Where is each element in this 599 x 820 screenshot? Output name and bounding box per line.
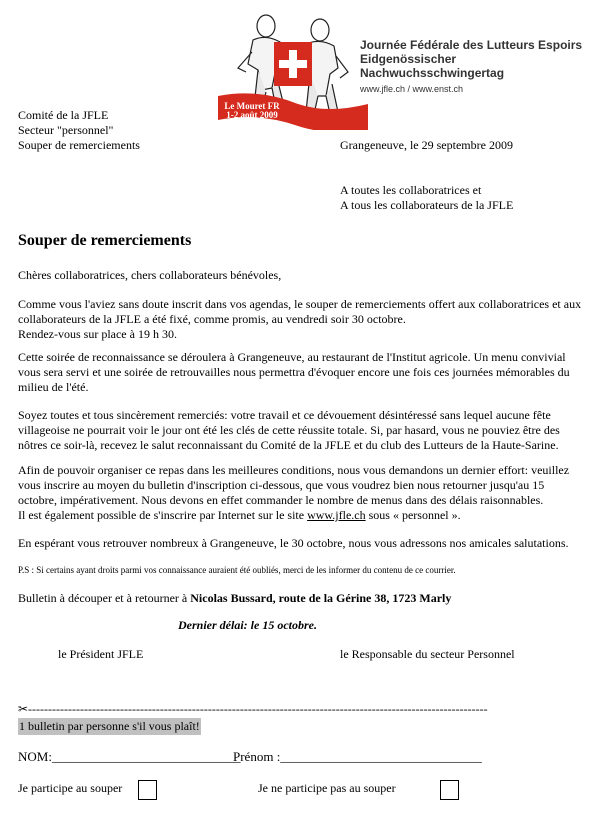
event-dates: 1-2 août 2009 xyxy=(226,110,278,120)
paragraph-4-internet-pre: Il est également possible de s'inscrire par Internet sur le site xyxy=(18,508,308,522)
paragraph-2: Cette soirée de reconnaissance se déroulera à Grangeneuve, au restaurant de l'Institut agricole. Un menu convivial vous sera servi et une soirée de retrouvailles nous permettra d'évoquer encore une fois ces journées mémorables du milieu de l'été. xyxy=(18,350,570,394)
event-place: Le Mouret FR xyxy=(224,101,280,111)
bulletin-instruction-pre: Bulletin à découper et à retourner à xyxy=(18,591,191,605)
recipient-block xyxy=(340,183,513,213)
logo xyxy=(218,8,368,130)
org-name-fr: Journée Fédérale des Lutteurs Espoirs xyxy=(360,38,583,52)
org-name-de: Eidgenössischer Nachwuchsschwingertag xyxy=(360,52,505,80)
nom-field[interactable]: NOM:_____________________________ xyxy=(18,749,241,764)
signature-responsible: le Responsable du secteur Personnel xyxy=(340,647,515,661)
place-date: Grangeneuve, le 29 septembre 2009 xyxy=(340,138,513,152)
signature-president: le Président JFLE xyxy=(58,647,144,661)
paragraph-4-internet xyxy=(18,508,584,523)
sender-line-3: Souper de remerciements xyxy=(18,138,140,152)
paragraph-4-internet-post: sous « personnel ». xyxy=(365,508,461,522)
paragraph-1 xyxy=(18,297,584,342)
salutation: Chères collaboratrices, chers collaborateurs bénévoles, xyxy=(18,268,282,282)
deadline: Dernier délai: le 15 octobre. xyxy=(178,618,317,632)
org-websites: www.jfle.ch / www.enst.ch xyxy=(360,84,464,94)
bulletin-address: Nicolas Bussard, route de la Gérine 38, 1723 Marly xyxy=(190,591,452,605)
form-note: 1 bulletin par personne s'il vous plaît! xyxy=(19,719,200,733)
prenom-field[interactable]: Prénom :_______________________________ xyxy=(233,749,482,764)
bulletin-instruction xyxy=(18,591,584,606)
participe-label: Je participe au souper xyxy=(18,781,123,795)
paragraph-1-text: Comme vous l'aviez sans doute inscrit dans vos agendas, le souper de remerciements offert aux collaboratrices et aux collaborateurs de la JFLE a été fixé, comme promis, au vendredi soir 30 octobre. xyxy=(18,297,582,326)
letter-title: Souper de remerciements xyxy=(18,232,192,249)
paragraph-1-rendezvous: Rendez-vous sur place à 19 h 30. xyxy=(18,327,177,341)
org-name-block xyxy=(360,38,599,96)
paragraph-4-text: Afin de pouvoir organiser ce repas dans les meilleures conditions, nous vous demandons un dernier effort: veuillez vous inscrire au moyen du bulletin d'inscription ci-dessous, que vous voudrez bien nous retourner jusqu'au 15 octobre, impérativement. Nous devons en effet commander le nombre de menus dans des délais raisonnables. xyxy=(18,463,570,507)
website-link[interactable]: www.jfle.ch xyxy=(307,508,366,522)
ne-participe-pas-label: Je ne participe pas au souper xyxy=(258,781,396,795)
paragraph-3: Soyez toutes et tous sincèrement remerciés: votre travail et ce dévouement désintéressé sans lequel aucune fête villageoise ne pourrait voir le jour ont été les clés de cette réussite totale. Si, par hasard, vous ne pouviez être des nôtres ce soir-là, recevez le salut reconnaissant du Comité de la JFLE et du club des Lutteurs de la Haute-Sarine. xyxy=(18,408,560,452)
recipient-line-1: A toutes les collaboratrices et xyxy=(340,183,482,197)
sender-block xyxy=(18,108,140,153)
cut-line: ✂------------------------------------------------------------------------------------------------------------------- xyxy=(18,702,488,716)
sender-line-2: Secteur "personnel" xyxy=(18,123,114,137)
participe-checkbox[interactable] xyxy=(138,780,157,800)
paragraph-4 xyxy=(18,463,584,523)
sender-line-1: Comité de la JFLE xyxy=(18,108,109,122)
postscript: P.S : Si certains ayant droits parmi vos connaissance auraient été oubliés, merci de les informer du contenu de ce courrier. xyxy=(18,565,456,575)
recipient-line-2: A tous les collaborateurs de la JFLE xyxy=(340,198,514,212)
ne-participe-pas-checkbox[interactable] xyxy=(440,780,459,800)
paragraph-5: En espérant vous retrouver nombreux à Grangeneuve, le 30 octobre, nous vous adressons nos amicales salutations. xyxy=(18,536,569,550)
